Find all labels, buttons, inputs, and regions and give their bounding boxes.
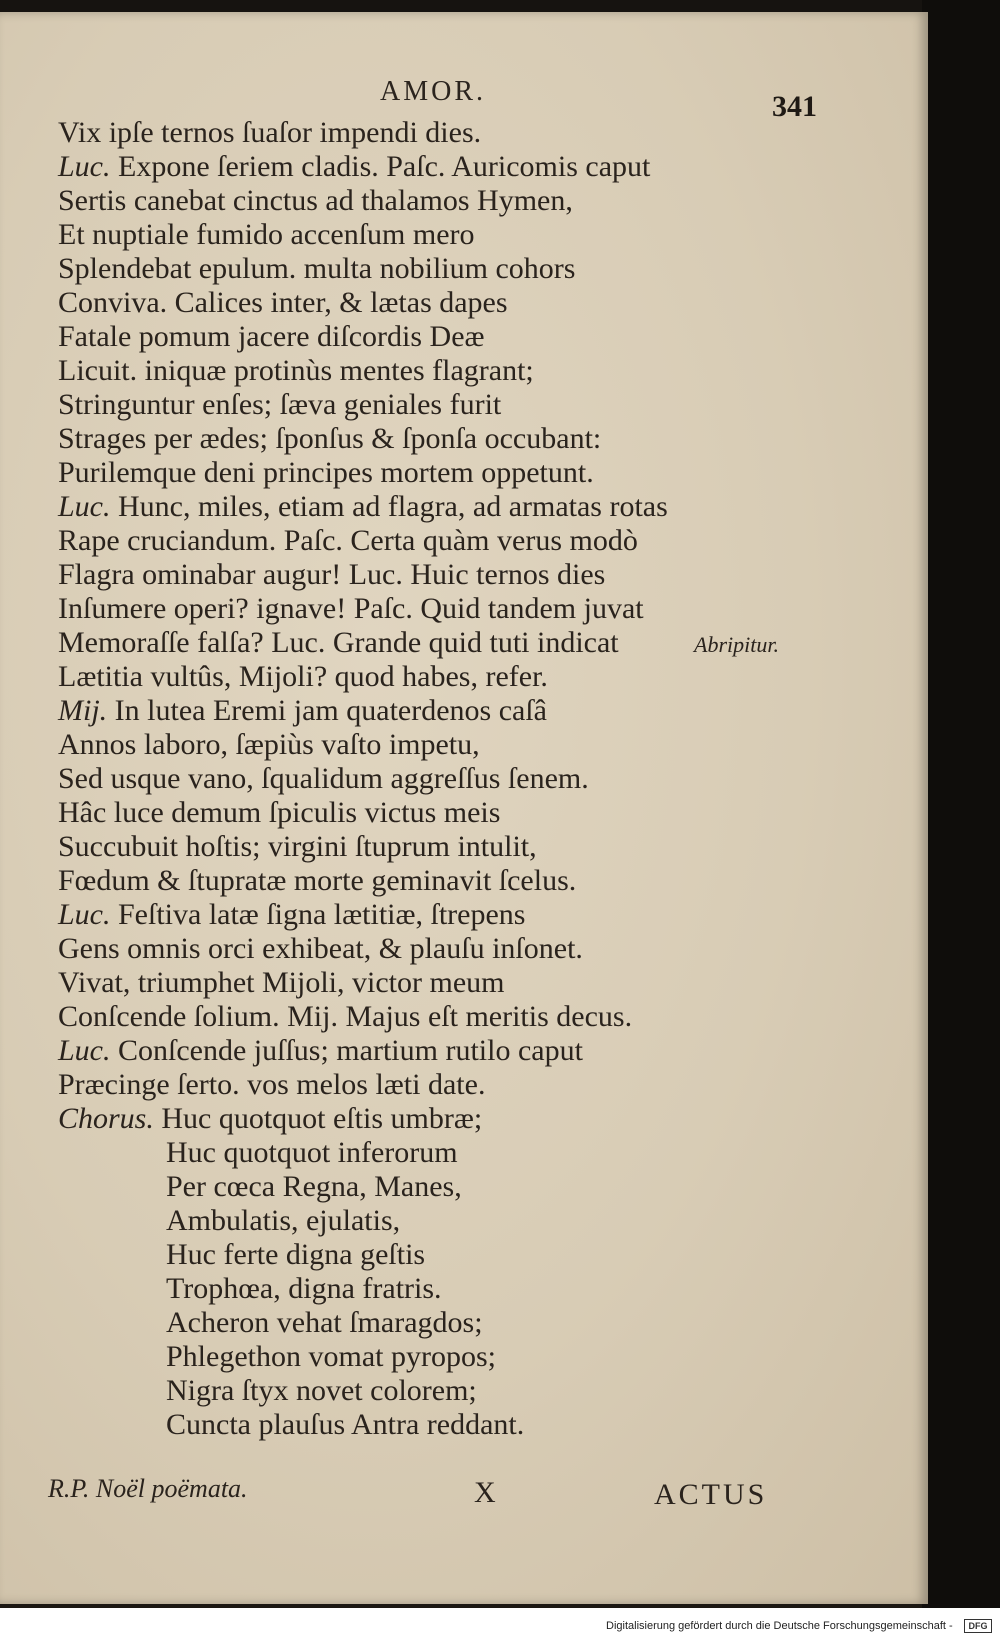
footer-catchword: ACTUS [654, 1478, 768, 1511]
line-text: Gens omnis orci exhibeat, & plauſu inſonet. [58, 932, 583, 965]
verse-line [58, 524, 818, 558]
speaker-label: Luc. [58, 490, 111, 523]
line-text: Conviva. Calices inter, & lætas dapes [58, 286, 508, 319]
verse-line [58, 184, 818, 218]
verse-line [58, 728, 818, 762]
verse-line [58, 864, 818, 898]
line-text: Rape cruciandum. Paſc. Certa quàm verus modò [58, 524, 638, 557]
chorus-line: Phlegethon vomat pyropos; [166, 1340, 496, 1373]
line-text: In lutea Eremi jam quaterdenos caſâ [114, 694, 547, 727]
verse-line [58, 660, 818, 694]
speaker-label: Luc. [58, 1034, 111, 1067]
verse-line [58, 932, 818, 966]
dfg-logo-icon: DFG [964, 1619, 992, 1633]
scan-credit: Digitalisierung gefördert durch die Deutsche Forschungsgemeinschaft - [606, 1620, 953, 1632]
chorus-line: Trophœa, digna fratris. [166, 1272, 442, 1305]
verse-line [58, 694, 818, 728]
verse-line [58, 422, 818, 456]
verse-line [58, 898, 818, 932]
chorus-line: Ambulatis, ejulatis, [166, 1204, 401, 1237]
line-text: Licuit. iniquæ protinùs mentes flagrant; [58, 354, 534, 387]
line-text: Annos laboro, ſæpiùs vaſto impetu, [58, 728, 480, 761]
speaker-label: Luc. [58, 150, 111, 183]
verse-line [58, 966, 818, 1000]
line-text: Præcinge ſerto. vos melos læti date. [58, 1068, 486, 1101]
book-page [0, 12, 928, 1604]
line-text: Stringuntur enſes; ſæva geniales furit [58, 388, 502, 421]
verse-line [58, 252, 818, 286]
verse-line [58, 830, 818, 864]
line-text: Hunc, miles, etiam ad flagra, ad armatas rotas [118, 490, 668, 523]
line-text: Sertis canebat cinctus ad thalamos Hymen, [58, 184, 573, 217]
verse-line [58, 592, 818, 626]
speaker-label: Mij. [58, 694, 108, 727]
line-text: Hâc luce demum ſpiculis victus meis [58, 796, 501, 829]
verse-line [58, 1034, 818, 1068]
footer-signature-text: R.P. Noël poëmata. [48, 1474, 248, 1503]
verse-line [58, 218, 818, 252]
verse-line [58, 796, 818, 830]
line-text: Splendebat epulum. multa nobilium cohors [58, 252, 576, 285]
verse-line [58, 1000, 818, 1034]
chorus-line: Acheron vehat ſmaragdos; [166, 1306, 483, 1339]
verse-line [58, 762, 818, 796]
line-text: Fatale pomum jacere diſcordis Deæ [58, 320, 485, 353]
line-text: Inſumere operi? ignave! Paſc. Quid tandem juvat [58, 592, 644, 625]
verse-line [58, 1068, 818, 1102]
speaker-label: Luc. [58, 898, 111, 931]
line-text: Feſtiva latæ ſigna lætitiæ, ſtrepens [118, 898, 526, 931]
marginal-stage-direction: Abripitur. [694, 632, 779, 657]
line-text: Flagra ominabar augur! Luc. Huic ternos dies [58, 558, 606, 591]
verse-line [58, 456, 818, 490]
line-text: Expone ſeriem cladis. Paſc. Auricomis caput [118, 150, 651, 183]
footer-signature-mark: X [474, 1476, 496, 1509]
speaker-label: Chorus. [58, 1102, 154, 1135]
verse-line [58, 558, 818, 592]
chorus-line: Cuncta plauſus Antra reddant. [166, 1408, 525, 1441]
verse-line [58, 490, 818, 524]
line-text: Et nuptiale fumido accenſum mero [58, 218, 475, 251]
chorus-line: Nigra ſtyx novet colorem; [166, 1374, 477, 1407]
verse-line [58, 116, 818, 150]
chorus-line: Huc quotquot inferorum [166, 1136, 458, 1169]
verse-text [58, 116, 818, 1442]
line-text: Strages per ædes; ſponſus & ſponſa occubant: [58, 422, 602, 455]
verse-line [58, 1102, 818, 1136]
line-text: Lætitia vultûs, Mijoli? quod habes, refer. [58, 660, 548, 693]
verse-line [58, 286, 818, 320]
line-text: Succubuit hoſtis; virgini ſtuprum intulit, [58, 830, 537, 863]
scan-frame-right [922, 0, 1000, 1640]
line-text: Vivat, triumphet Mijoli, victor meum [58, 966, 505, 999]
running-head: AMOR. [380, 76, 487, 107]
verse-line [58, 354, 818, 388]
verse-line [58, 320, 818, 354]
line-text: Sed usque vano, ſqualidum aggreſſus ſenem. [58, 762, 589, 795]
verse-line [58, 388, 818, 422]
line-text: Huc quotquot eſtis umbræ; [161, 1102, 483, 1135]
line-text: Conſcende juſſus; martium rutilo caput [118, 1034, 583, 1067]
line-text: Fœdum & ſtupratæ morte geminavit ſcelus. [58, 864, 577, 897]
chorus-line: Huc ferte digna geſtis [166, 1238, 426, 1271]
verse-line [58, 150, 818, 184]
line-text: Conſcende ſolium. Mij. Majus eſt meritis decus. [58, 1000, 633, 1033]
line-text: Memoraſſe falſa? Luc. Grande quid tuti indicat [58, 626, 619, 659]
line-text: Purilemque deni principes mortem oppetunt. [58, 456, 594, 489]
chorus-line: Per cœca Regna, Manes, [166, 1170, 462, 1203]
line-text: Vix ipſe ternos ſuaſor impendi dies. [58, 116, 482, 149]
page-number: 341 [772, 90, 817, 123]
